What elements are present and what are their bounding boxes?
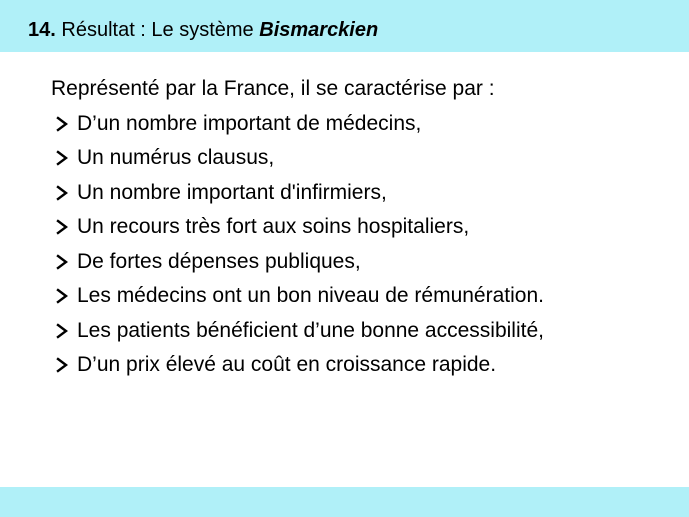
arrow-bullet-icon [51,320,73,342]
arrow-bullet-icon [51,251,73,273]
list-item [51,314,681,349]
arrow-bullet-icon [51,147,73,169]
list-item-text: D’un prix élevé au coût en croissance rapide. [77,353,497,376]
title-prefix: Résultat : Le système [61,19,254,41]
slide-content [51,72,681,383]
list-item [51,279,681,314]
arrow-bullet-icon [51,285,73,307]
list-item-text: D’un nombre important de médecins, [77,111,422,135]
list-item-text: Un recours très fort aux soins hospitaliers, [77,215,470,238]
list-item-text: Un nombre important d'infirmiers, [77,180,387,204]
list-item-text: Les patients bénéficient d’une bonne accessibilité, [77,318,544,342]
list-item-text: Un numérus clausus, [77,146,275,169]
list-item-text: De fortes dépenses publiques, [77,249,361,273]
list-item [51,348,681,383]
arrow-bullet-icon [51,354,73,376]
arrow-bullet-icon [51,113,73,135]
list-item [51,245,681,280]
list-item-text: Les médecins ont un bon niveau de rémunération. [77,284,544,307]
list-item [51,141,681,176]
list-item [51,107,681,142]
arrow-bullet-icon [51,216,73,238]
intro-text: Représenté par la France, il se caractérise par : [51,77,495,100]
list-item [51,176,681,211]
title-emphasis: Bismarckien [259,19,379,41]
list-item [51,210,681,245]
bullet-list [51,107,681,383]
title-number: 14. [28,19,56,41]
arrow-bullet-icon [51,182,73,204]
footer-bar [0,487,689,517]
slide-title [28,18,378,42]
title-bar [0,0,689,52]
